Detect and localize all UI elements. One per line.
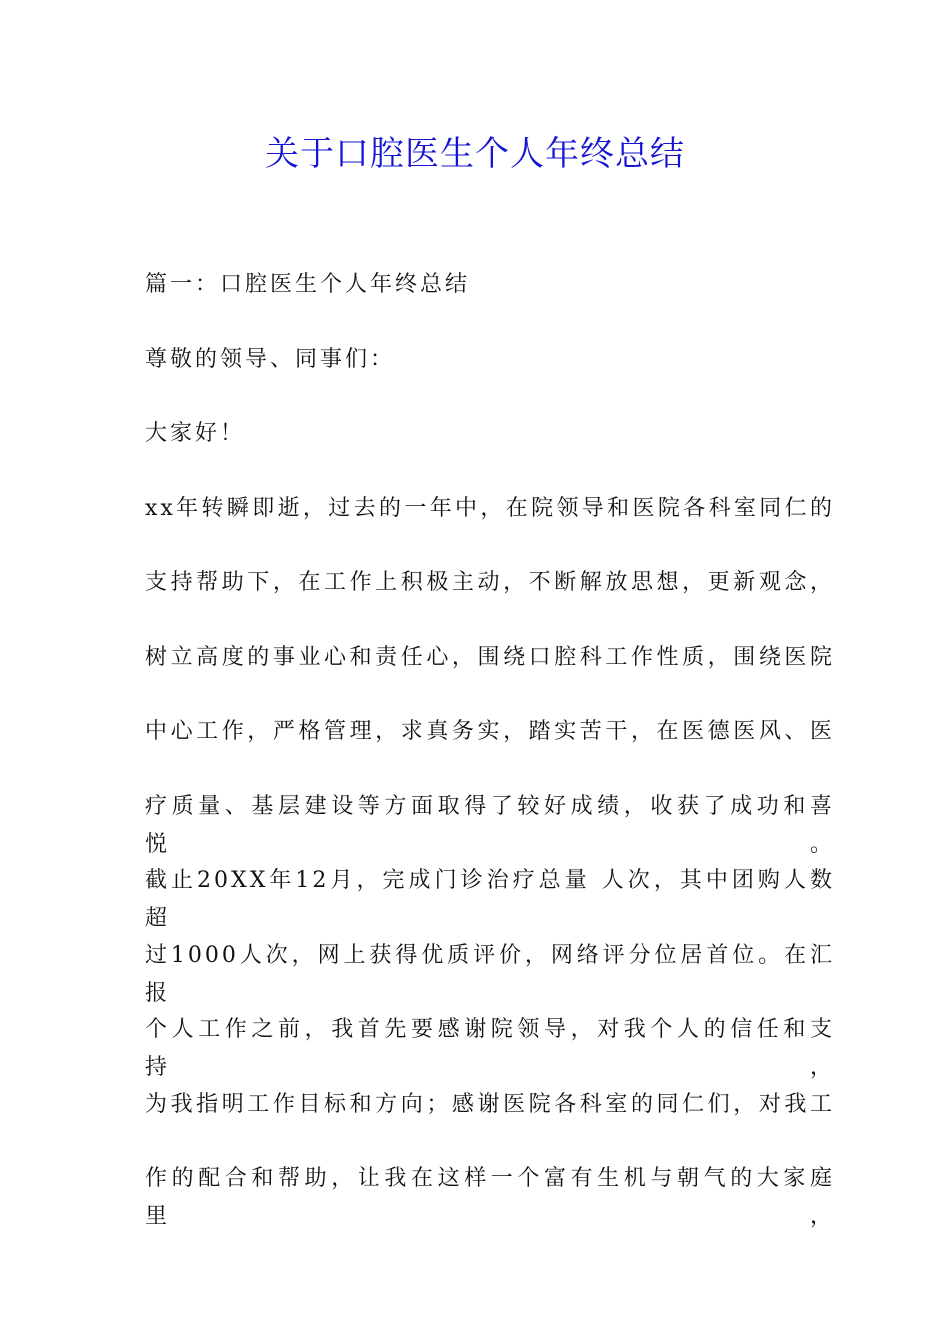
paragraph-line: 作的配合和帮助，让我在这样一个富有生机与朝气的大家庭里， — [145, 1166, 835, 1229]
paragraph-line: 中心工作，严格管理，求真务实，踏实苦干，在医德医风、医 — [145, 719, 835, 744]
greeting: 大家好！ — [145, 421, 246, 446]
paragraph-line: 截止20XX年12月，完成门诊治疗总量 人次，其中团购人数超 — [145, 868, 835, 931]
paragraph-line: 树立高度的事业心和责任心，围绕口腔科工作性质，围绕医院 — [145, 644, 835, 670]
paragraph-line: 支持帮助下，在工作上积极主动，不断解放思想，更新观念， — [145, 570, 835, 595]
document-title: 关于口腔医生个人年终总结 — [265, 134, 685, 174]
paragraph-line: 个人工作之前，我首先要感谢院领导，对我个人的信任和支持， — [145, 1017, 835, 1080]
paragraph-line: 过1000人次，网上获得优质评价，网络评分位居首位。在汇报 — [145, 942, 835, 1006]
paragraph-line: 为我指明工作目标和方向；感谢医院各科室的同仁们，对我工 — [145, 1091, 835, 1117]
section-heading: 篇一：口腔医生个人年终总结 — [145, 272, 471, 297]
salutation: 尊敬的领导、同事们： — [145, 346, 396, 372]
paragraph-line: xx年转瞬即逝，过去的一年中，在院领导和医院各科室同仁的 — [145, 495, 835, 521]
document-body — [145, 266, 835, 1235]
paragraph-line: 疗质量、基层建设等方面取得了较好成绩，收获了成功和喜悦。 — [145, 793, 835, 857]
